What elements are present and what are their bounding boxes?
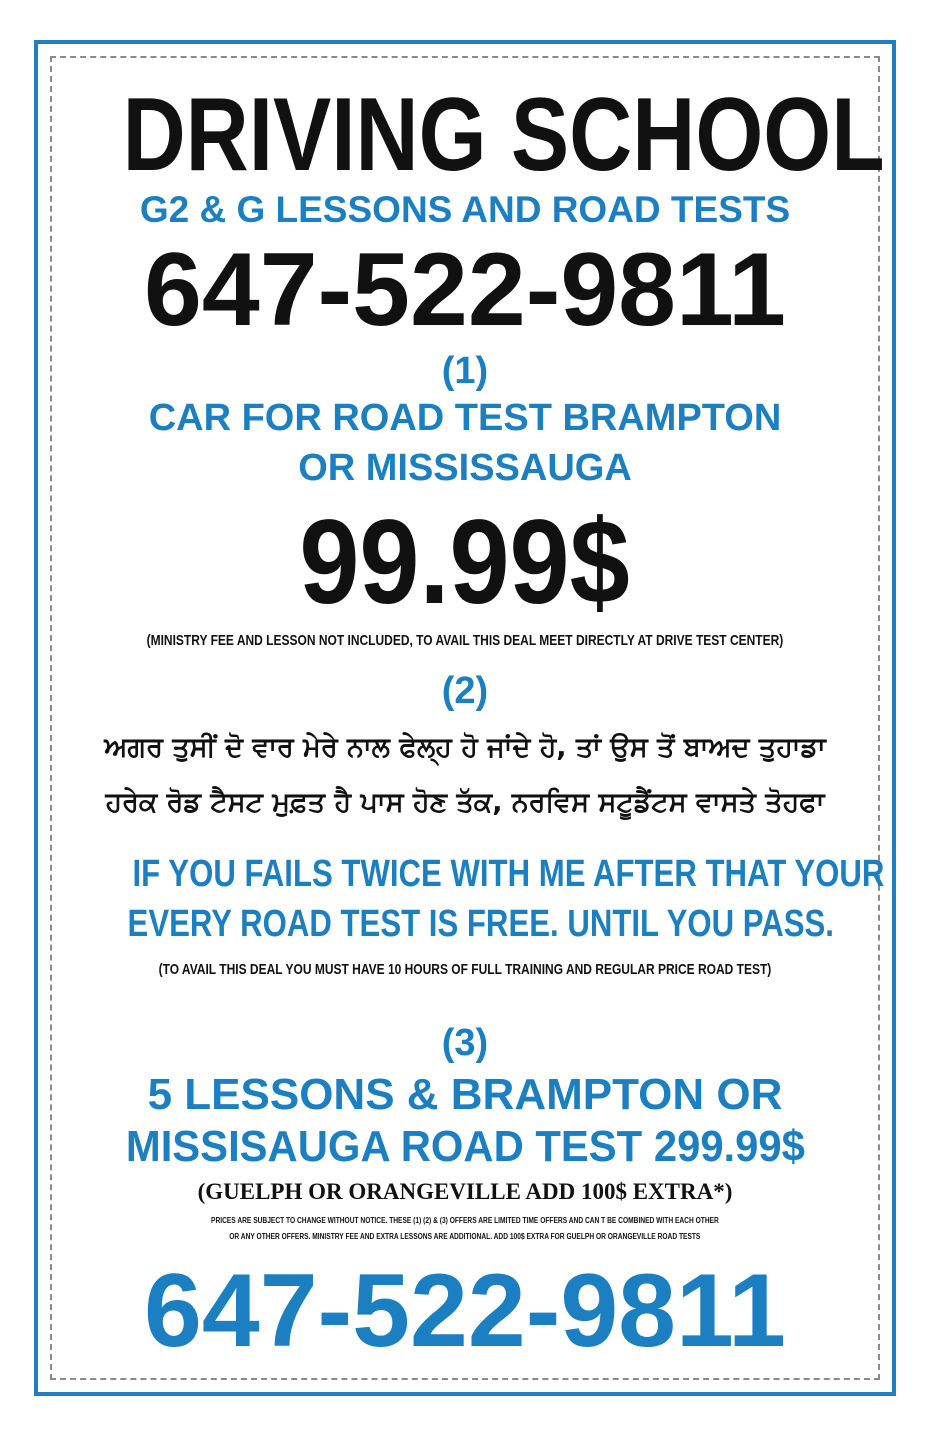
- offer-2-punjabi-line-2: ਹਰੇਕ ਰੋਡ ਟੈਸਟ ਮੁਫ਼ਤ ਹੈ ਪਾਸ ਹੋਣ ਤੱਕ, ਨਰਵਿਸ ਸਟੂਡੈਂਟਸ ਵਾਸਤੇ ਤੋਹਫਾ: [105, 787, 825, 818]
- offer-2-note-text: (TO AVAIL THIS DEAL YOU MUST HAVE 10 HOURS OF FULL TRAINING AND REGULAR PRICE ROAD TEST): [158, 961, 772, 978]
- fine-print-line-1-text: PRICES ARE SUBJECT TO CHANGE WITHOUT NOTICE. THESE (1) (2) & (3) OFFERS ARE LIMITED TIME OFFERS AND CAN T BE COMBINED WITH EACH OTHER: [211, 1216, 719, 1225]
- ad-title-text: DRIVING SCHOOL: [122, 77, 885, 193]
- offer-2-note: [50, 961, 880, 979]
- offer-1-price: [50, 495, 880, 629]
- offer-3-line-2: [50, 1122, 880, 1172]
- offer-1-note-text: (MINISTRY FEE AND LESSON NOT INCLUDED, TO AVAIL THIS DEAL MEET DIRECTLY AT DRIVE TEST CENTER): [146, 632, 784, 649]
- offer-1-line-1: CAR FOR ROAD TEST BRAMPTON: [148, 397, 782, 439]
- offer-3-extra: (GUELPH OR ORANGEVILLE ADD 100$ EXTRA*): [197, 1179, 733, 1204]
- offer-2-line-2: [50, 902, 880, 946]
- offer-2-number: (2): [441, 670, 489, 712]
- ad-subtitle-text: G2 & G LESSONS AND ROAD TESTS: [139, 189, 791, 230]
- offer-3-line-1: 5 LESSONS & BRAMPTON OR: [147, 1070, 783, 1119]
- ad-title: [50, 77, 885, 193]
- phone-number-top-text: 647-522-9811: [144, 232, 786, 348]
- phone-number-bottom-text: 647-522-9811: [144, 1253, 786, 1369]
- ad-subtitle: [50, 190, 880, 230]
- offer-1-number: (1): [441, 350, 489, 392]
- offer-2-punjabi-line-1: ਅਗਰ ਤੁਸੀਂ ਦੋ ਵਾਰ ਮੇਰੇ ਨਾਲ ਫੇਲ੍ਹ ਹੋ ਜਾਂਦੇ ਹੋ, ਤਾਂ ਉਸ ਤੋਂ ਬਾਅਦ ਤੁਹਾਡਾ: [104, 732, 826, 763]
- phone-number-bottom: [50, 1253, 880, 1369]
- offer-2-line-1-text: IF YOU FAILS TWICE WITH ME AFTER THAT YOUR: [132, 853, 885, 895]
- offer-2-line-1: [50, 852, 885, 896]
- fine-print-line-2: [50, 1230, 880, 1244]
- offer-2-line-2-text: EVERY ROAD TEST IS FREE. UNTIL YOU PASS.: [127, 903, 834, 945]
- offer-3-number: (3): [441, 1022, 489, 1064]
- offer-1-note: [50, 632, 880, 650]
- fine-print-line-2-text: OR ANY OTHER OFFERS. MINISTRY FEE AND EXTRA LESSONS ARE ADDITIONAL. ADD 100$ EXTRA FOR GUELPH OR ORANGEVILLE ROAD TESTS: [229, 1232, 701, 1241]
- fine-print-line-1: [50, 1214, 880, 1228]
- offer-3-line-2-text: MISSISAUGA ROAD TEST 299.99$: [125, 1122, 805, 1171]
- offer-1-line-2: OR MISSISSAUGA: [298, 447, 632, 489]
- phone-number-top: [50, 232, 880, 348]
- offer-1-price-text: 99.99$: [299, 495, 631, 629]
